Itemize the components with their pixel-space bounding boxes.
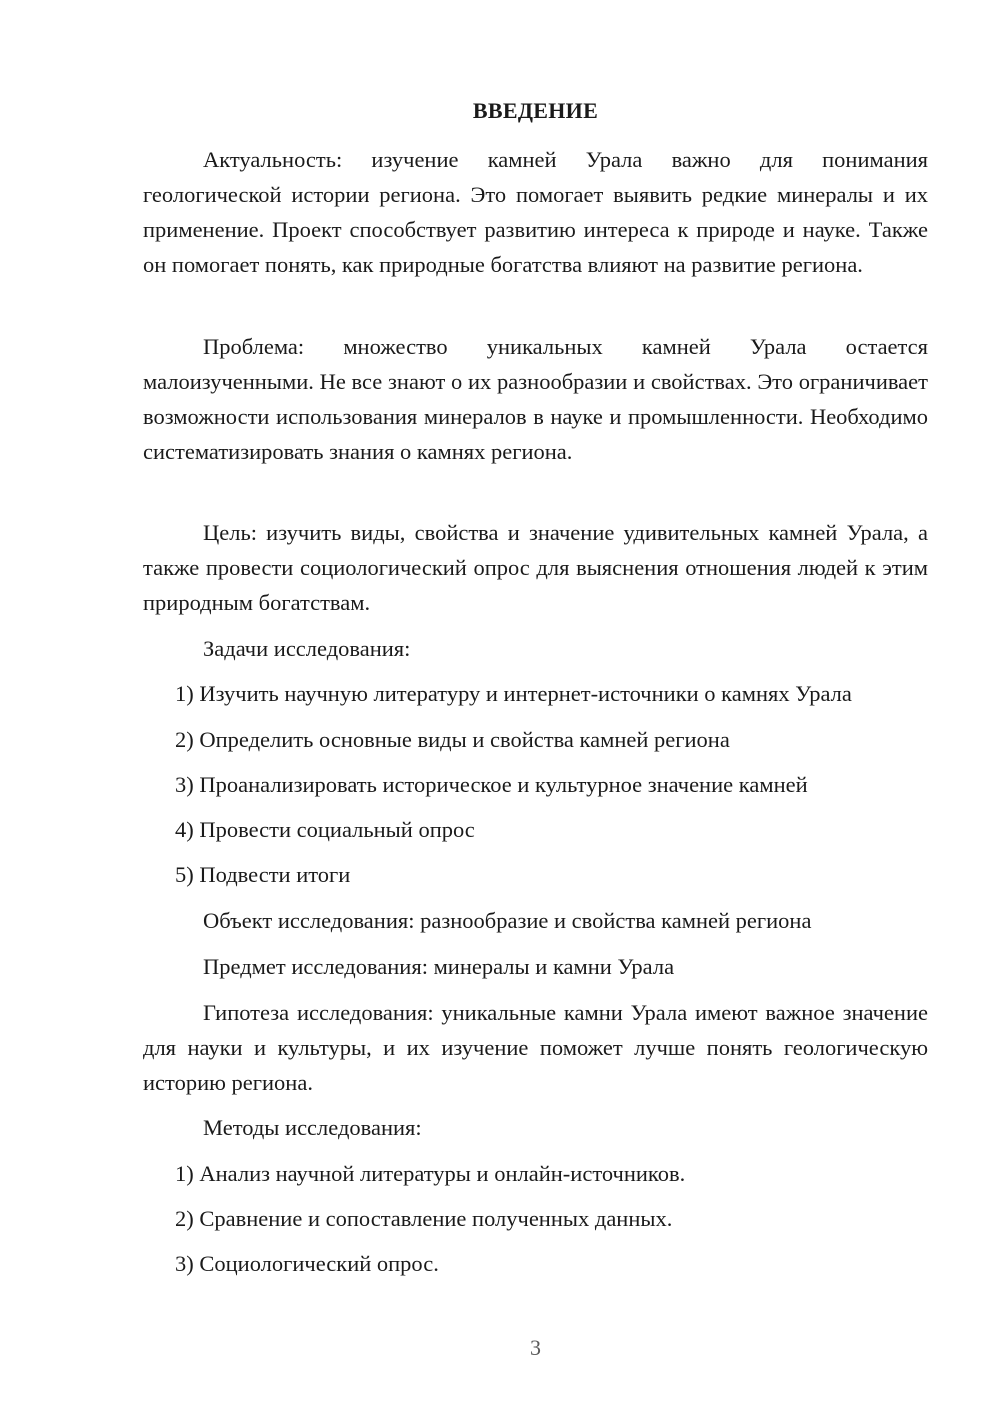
research-subject: Предмет исследования: минералы и камни Урала [203, 954, 675, 979]
task-item: 2) Определить основные виды и свойства камней региона [175, 727, 730, 752]
method-item: 3) Социологический опрос. [175, 1251, 439, 1276]
tasks-heading: Задачи исследования: [203, 636, 411, 661]
task-item: 5) Подвести итоги [175, 862, 351, 887]
task-item: 1) Изучить научную литературу и интернет-источники о камнях Урала [175, 681, 852, 706]
problem-paragraph: Проблема: множество уникальных камней Урала остается малоизученными. Не все знают о их разнообразии и свойствах. Это ограничивает возможности использования минералов в науке и промышленности. Необходимо систематизировать знания о камнях региона. [143, 334, 928, 464]
hypothesis-paragraph: Гипотеза исследования: уникальные камни Урала имеют важное значение для науки и культуры, и их изучение поможет лучше понять геологическую историю региона. [143, 1000, 928, 1095]
document-page [143, 0, 928, 1414]
task-item: 4) Провести социальный опрос [175, 817, 475, 842]
methods-heading: Методы исследования: [203, 1115, 422, 1140]
method-item: 1) Анализ научной литературы и онлайн-источников. [175, 1161, 686, 1186]
method-item: 2) Сравнение и сопоставление полученных данных. [175, 1206, 673, 1231]
section-title: ВВЕДЕНИЕ [472, 98, 599, 123]
relevance-paragraph: Актуальность: изучение камней Урала важно для понимания геологической истории региона. Это помогает выявить редкие минералы и их применение. Проект способствует развитию интереса к природе и науке. Также он помогает понять, как природные богатства влияют на развитие региона. [143, 147, 928, 277]
task-item: 3) Проанализировать историческое и культурное значение камней [175, 772, 808, 797]
page-number: 3 [530, 1335, 541, 1360]
research-object: Объект исследования: разнообразие и свойства камней региона [203, 908, 812, 933]
goal-paragraph: Цель: изучить виды, свойства и значение удивительных камней Урала, а также провести социологический опрос для выяснения отношения людей к этим природным богатствам. [143, 520, 928, 615]
